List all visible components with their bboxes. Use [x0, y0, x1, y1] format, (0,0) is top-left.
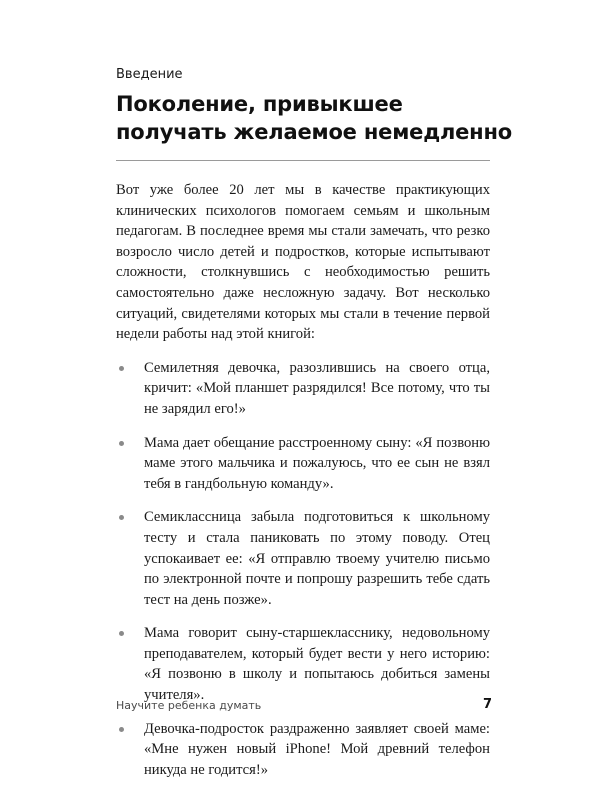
list-item-text: Семилетняя девочка, разозлившись на своего отца, кричит: «Мой планшет разрядился! Все потому, что ты не зарядил его!»: [144, 359, 490, 417]
list-item: [116, 433, 490, 495]
list-item-text: Мама дает обещание расстроенному сыну: «Я позвоню маме этого мальчика и пожалуюсь, что ее сын не взял тебя в гандбольную команду».: [144, 434, 490, 492]
bullet-dot-icon: [119, 631, 124, 636]
intro-paragraph: Вот уже более 20 лет мы в качестве практикующих клинических психологов помогаем семьям и школьным педагогам. В последнее время мы стали замечать, что резко возросло число детей и подростков, которые испытывают сложности, столкнувшись с необходимостью решить самостоятельно даже несложную задачу. Вот несколько ситуаций, свидетелями которых мы стали в течение первой недели работы над этой книгой:: [116, 182, 490, 343]
bullet-dot-icon: [119, 515, 124, 520]
page-number: 7: [482, 697, 492, 712]
bullet-dot-icon: [119, 441, 124, 446]
bullet-dot-icon: [119, 366, 124, 371]
title-divider: [116, 160, 490, 161]
list-item-text: Девочка-подросток раздраженно заявляет своей маме: «Мне нужен новый iPhone! Мой древний телефон никуда не годится!»: [144, 720, 490, 778]
list-item: [116, 358, 490, 420]
footer-book-title: Научите ребенка думать: [116, 699, 262, 712]
list-item: [116, 623, 490, 705]
bullet-dot-icon: [119, 727, 124, 732]
bullet-list: [116, 358, 490, 781]
list-item-text: Семиклассница забыла подготовиться к школьному тесту и стала паниковать по этому поводу. Отец успокаивает ее: «Я отправлю твоему учителю письмо по электронной почте и попрошу разрешить тебе сдать тест на день позже».: [144, 509, 490, 608]
chapter-title: Поколение, привыкшее получать желаемое немедленно: [116, 92, 513, 144]
section-label: Введение: [116, 67, 183, 82]
list-item-text: Мама говорит сыну-старшекласснику, недовольному преподавателем, который будет вести у него историю: «Я позвоню в школу и попытаюсь добиться замены учителя».: [144, 625, 490, 704]
list-item: [116, 507, 490, 610]
